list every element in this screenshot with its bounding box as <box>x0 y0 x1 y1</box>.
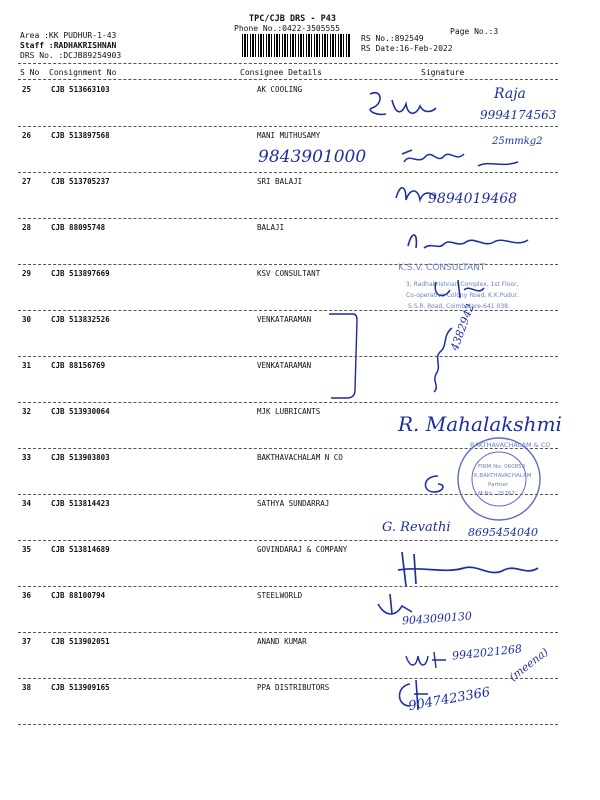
row-consignment: CJB 513663103 <box>51 85 110 94</box>
col-consignee: Consignee Details <box>240 68 322 77</box>
row-sno: 37 <box>22 637 32 646</box>
row-consignee: KSV CONSULTANT <box>257 269 321 278</box>
stamp-ksv-line4: S.S.R. Road, Coimbatore-641 038. <box>408 303 510 310</box>
row-consignment: CJB 513814423 <box>51 499 110 508</box>
handwritten-phone: 9047423366 <box>407 684 492 715</box>
signature-scribble <box>416 470 456 498</box>
row-sno: 38 <box>22 683 32 692</box>
row-consignment: CJB 513897669 <box>51 269 110 278</box>
row-consignee: STEELWORLD <box>257 591 303 600</box>
table-row <box>18 637 558 685</box>
row-consignee: PPA DISTRIBUTORS <box>257 683 330 692</box>
row-consignee: GOVINDARAJ & COMPANY <box>257 545 348 554</box>
row-consignee: SATHYA SUNDARRAJ <box>257 499 330 508</box>
col-consignment: Consignment No <box>49 68 117 77</box>
stamp-ksv-line2: 3, Radhakrishnan Complex, 1st Floor, <box>406 281 519 288</box>
row-sno: 30 <box>22 315 32 324</box>
row-sno: 25 <box>22 85 32 94</box>
seal-name: K.BAKTHAVACHALAM <box>474 473 532 479</box>
handwritten-phone: 9894019468 <box>428 191 518 207</box>
row-sno: 27 <box>22 177 32 186</box>
row-consignment: CJB 513909165 <box>51 683 110 692</box>
handwritten-phone: 9843901000 <box>258 147 367 167</box>
handwritten-phone: 8695454040 <box>468 526 538 539</box>
signature-scribble <box>404 226 544 256</box>
row-consignment: CJB 513832526 <box>51 315 110 324</box>
signature-scribble <box>394 548 544 592</box>
bracket-mark <box>325 312 365 402</box>
table-row <box>18 591 558 639</box>
handwritten-name: G. Revathi <box>382 520 451 535</box>
stamp-ksv-line1: K.S.V. CONSULTANT <box>398 263 486 273</box>
signature-scribble <box>402 648 452 674</box>
table-row <box>18 315 558 363</box>
row-sno: 32 <box>22 407 32 416</box>
row-consignee: MANI MUTHUSAMY <box>257 131 321 140</box>
page-number: Page No.:3 <box>450 27 499 36</box>
stamp-ksv-line3: Co-operative Colony Road, K.K.Pudur, <box>406 292 520 299</box>
row-consignee: VENKATARAMAN <box>257 315 312 324</box>
header-rule-bottom <box>18 79 558 80</box>
row-consignee: VENKATARAMAN <box>257 361 312 370</box>
row-consignee: BAKTHAVACHALAM N CO <box>257 453 343 462</box>
col-sno: S No <box>20 68 40 77</box>
handwritten-phone: 9942021268 <box>451 642 523 663</box>
row-consignee: ANAND KUMAR <box>257 637 307 646</box>
row-consignment: CJB 513897568 <box>51 131 110 140</box>
row-sno: 28 <box>22 223 32 232</box>
seal-firm-no: FIRM No: 060859 <box>478 464 526 470</box>
row-consignee: MJK LUBRICANTS <box>257 407 321 416</box>
row-sno: 33 <box>22 453 32 462</box>
row-consignment: CJB 513903803 <box>51 453 110 462</box>
handwritten-phone: 4382942 <box>448 301 477 353</box>
col-signature: Signature <box>421 68 465 77</box>
rs-number: RS No.:892549 <box>361 34 424 43</box>
row-sno: 29 <box>22 269 32 278</box>
row-consignment: CJB 513814689 <box>51 545 110 554</box>
row-consignment: CJB 88100794 <box>51 591 106 600</box>
header-rule-top <box>18 63 558 64</box>
row-consignment: CJB 513705237 <box>51 177 110 186</box>
row-consignee: AK COOLING <box>257 85 303 94</box>
row-sno: 35 <box>22 545 32 554</box>
handwritten-note: 25mmkg2 <box>492 136 543 147</box>
row-consignment: CJB 88156769 <box>51 361 106 370</box>
table-row <box>18 361 558 409</box>
row-consignment: CJB 513930064 <box>51 407 110 416</box>
page-title: TPC/CJB DRS - P43 <box>249 14 336 24</box>
row-sno: 34 <box>22 499 32 508</box>
seal-mno: M.No : 25767 <box>478 491 515 497</box>
seal-ring-text: BAKTHAVACHALAM & CO <box>470 441 551 449</box>
signature-scribble <box>430 276 490 304</box>
row-consignment: CJB 513902051 <box>51 637 110 646</box>
row-sno: 26 <box>22 131 32 140</box>
table-row <box>18 85 558 133</box>
handwritten-phone: 9043090130 <box>401 609 473 628</box>
signature-scribble <box>362 86 462 126</box>
rs-date: RS Date:16-Feb-2022 <box>361 44 453 53</box>
staff: Staff :RADHAKRISHNAN <box>20 41 117 50</box>
signature-scribble <box>422 324 462 394</box>
handwritten-name: Raja <box>494 86 526 102</box>
row-consignment: CJB 88095748 <box>51 223 106 232</box>
row-consignee: SRI BALAJI <box>257 177 303 186</box>
row-sno: 36 <box>22 591 32 600</box>
handwritten-phone: 9994174563 <box>480 108 557 122</box>
area: Area :KK PUDHUR-1-43 <box>20 31 117 40</box>
drs-number: DRS No. :DCJB89254903 <box>20 51 122 60</box>
barcode <box>242 34 350 57</box>
handwritten-note: (meena) <box>506 645 551 684</box>
seal-role: Partner <box>488 482 508 488</box>
row-sno: 31 <box>22 361 32 370</box>
handwritten-name: R. Mahalakshmi <box>398 412 562 436</box>
phone-number: Phone No.:0422-3505555 <box>234 24 340 33</box>
row-consignee: BALAJI <box>257 223 285 232</box>
signature-scribble <box>398 140 538 176</box>
